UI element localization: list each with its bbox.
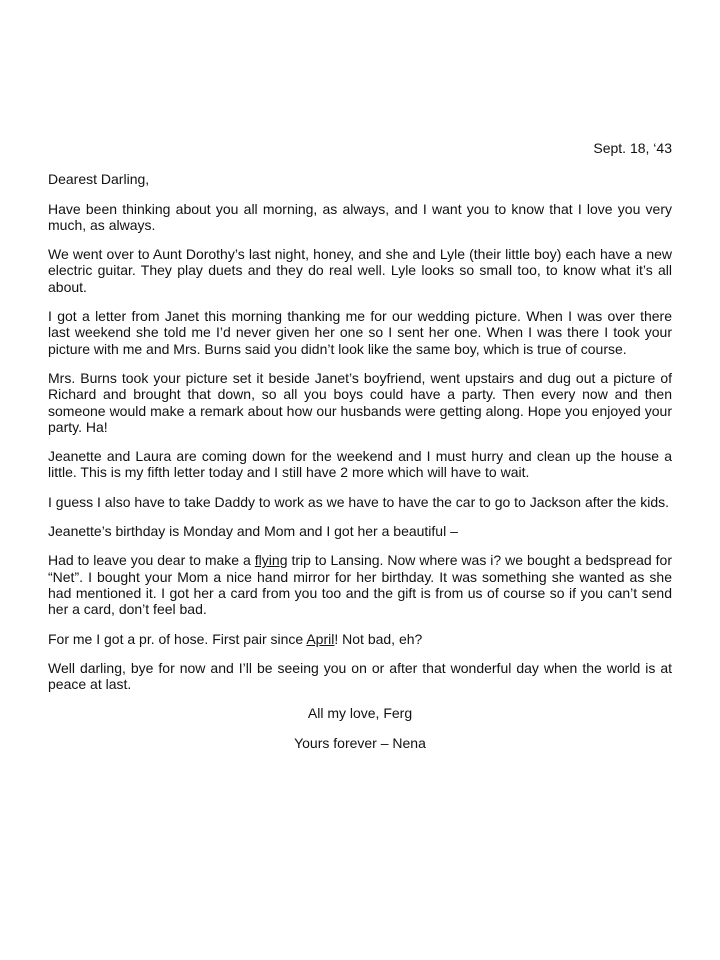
paragraph-10: Well darling, bye for now and I’ll be seeing you on or after that wonderful day when the world is at peace at last. [48,659,672,693]
paragraph-8-end: trip to Lansing. Now where was i? we bought a bedspread for “Net”. I bought your Mom a nice hand mirror for her birthday. It was something she wanted as she had mentioned it. I got her a card from you too and the gift is from us of course so if you can’t send her a card, don’t feel bad. [48,552,672,618]
paragraph-2: We went over to Aunt Dorothy’s last night, honey, and she and Lyle (their little boy) each have a new electric guitar. They play duets and they do real well. Lyle looks so small too, to know what it’s all about. [48,246,672,295]
closing-line-2: Yours forever – Nena [294,734,426,751]
paragraph-4: Mrs. Burns took your picture set it beside Janet’s boyfriend, went upstairs and dug out a picture of Richard and brought that down, so all you boys could have a party. Then every now and then someone would make a remark about how our husbands were getting along. Hope you enjoyed your party. Ha! [48,369,672,435]
paragraph-8 [48,552,672,617]
paragraph-8-start: Had to leave you dear to make a [48,552,255,569]
paragraph-9-end: ! Not bad, eh? [334,630,423,647]
paragraph-1: Have been thinking about you all morning, as always, and I want you to know that I love you very much, as always. [48,200,672,233]
letter-date: Sept. 18, ‘43 [593,140,672,156]
letter-body [48,140,672,764]
salutation: Dearest Darling, [48,171,150,188]
paragraph-6: I guess I also have to take Daddy to work as we have to have the car to go to Jackson after the kids. [48,493,670,510]
paragraph-3: I got a letter from Janet this morning thanking me for our wedding picture. When I was over there last weekend she told me I’d never given her one so I sent her one. When I was there I took your picture with me and Mrs. Burns said you didn’t look like the same boy, which is true of course. [48,308,672,357]
paragraph-9 [48,631,672,647]
closing-line-1: All my love, Ferg [307,705,413,722]
paragraph-9-start: For me I got a pr. of hose. First pair since [48,630,307,647]
paragraph-5: Jeanette and Laura are coming down for the weekend and I must hurry and clean up the house a little. This is my fifth letter today and I still have 2 more which will have to wait. [48,448,672,481]
underlined-word-april: April [306,630,335,647]
paragraph-7: Jeanette’s birthday is Monday and Mom and I got her a beautiful – [48,523,458,540]
underlined-word-flying: flying [254,552,288,569]
